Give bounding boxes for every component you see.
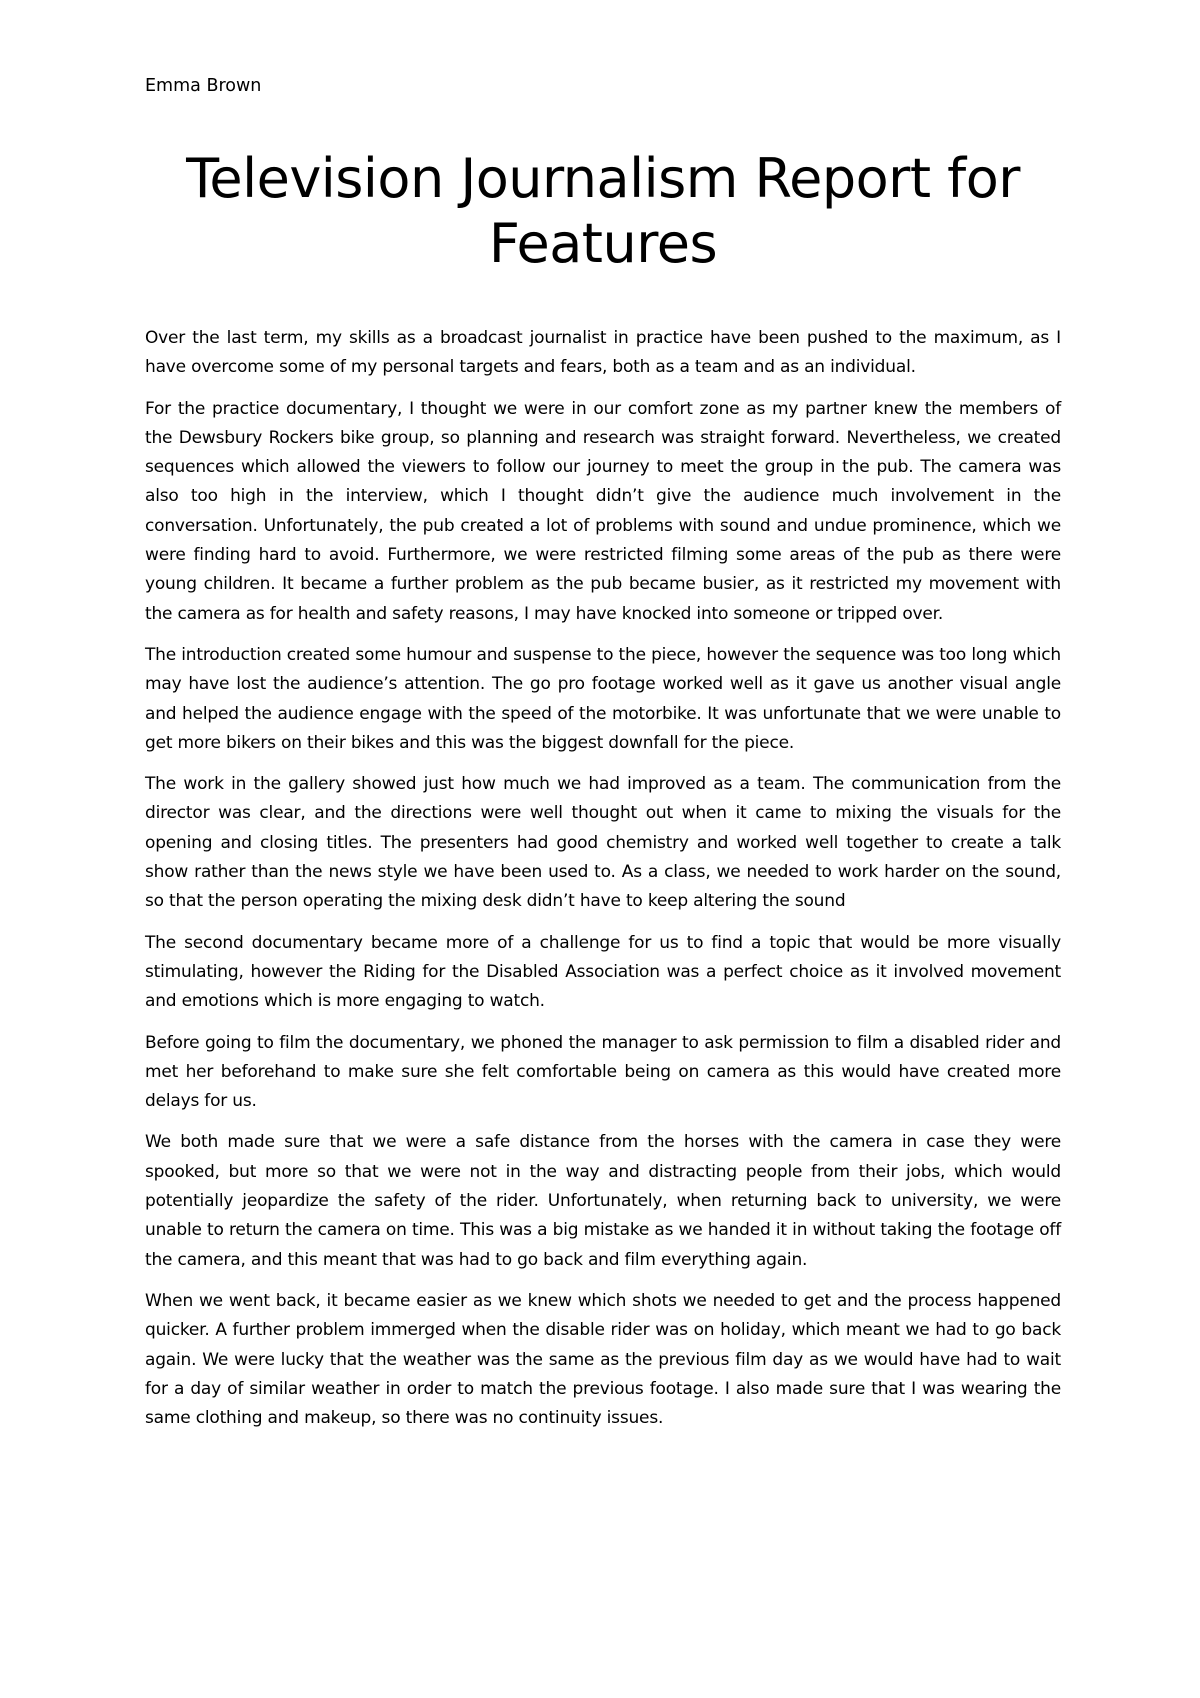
paragraph: When we went back, it became easier as we knew which shots we needed to get and the process happened quicker. A further problem immerged when the disable rider was on holiday, which meant we had to go back again. We were lucky that the weather was the same as the previous film day as we would have had to wait for a day of similar weather in order to match the previous footage. I also made sure that I was wearing the same clothing and makeup, so there was no continuity issues. <box>145 1290 1061 1429</box>
paragraph: The work in the gallery showed just how much we had improved as a team. The communication from the director was clear, and the directions were well thought out when it came to mixing the visuals for the opening and closing titles. The presenters had good chemistry and worked well together to create a talk show rather than the news style we have been used to. As a class, we needed to work harder on the sound, so that the person operating the mixing desk didn’t have to keep altering the sound <box>145 774 1061 912</box>
paragraph: For the practice documentary, I thought we were in our comfort zone as my partner knew the members of the Dewsbury Rockers bike group, so planning and research was straight forward. Nevertheless, we created sequences which allowed the viewers to follow our journey to meet the group in the pub. The camera was also too high in the interview, which I thought didn’t give the audience much involvement in the conversation. Unfortunately, the pub created a lot of problems with sound and undue prominence, which we were finding hard to avoid. Furthermore, we were restricted filming some areas of the pub as there were young children. It became a further problem as the pub became busier, as it restricted my movement with the camera as for health and safety reasons, I may have knocked into someone or tripped over. <box>145 398 1061 624</box>
document-title: Television Journalism Report for Features <box>186 147 1020 275</box>
paragraph: The second documentary became more of a challenge for us to find a topic that would be more visually stimulating, however the Riding for the Disabled Association was a perfect choice as it involved movement and emotions which is more engaging to watch. <box>145 932 1061 1012</box>
paragraph: Over the last term, my skills as a broadcast journalist in practice have been pushed to the maximum, as I have overcome some of my personal targets and fears, both as a team and as an individual. <box>145 328 1061 378</box>
document-body <box>145 324 1061 1445</box>
author-name: Emma Brown <box>145 76 262 96</box>
paragraph: The introduction created some humour and suspense to the piece, however the sequence was too long which may have lost the audience’s attention. The go pro footage worked well as it gave us another visual angle and helped the audience engage with the speed of the motorbike. It was unfortunate that we were unable to get more bikers on their bikes and this was the biggest downfall for the piece. <box>145 644 1061 753</box>
paragraph: Before going to film the documentary, we phoned the manager to ask permission to film a disabled rider and met her beforehand to make sure she felt comfortable being on camera as this would have created more delays for us. <box>145 1032 1061 1112</box>
paragraph: We both made sure that we were a safe distance from the horses with the camera in case they were spooked, but more so that we were not in the way and distracting people from their jobs, which would potentially jeopardize the safety of the rider. Unfortunately, when returning back to university, we were unable to return the camera on time. This was a big mistake as we handed it in without taking the footage off the camera, and this meant that was had to go back and film everything again. <box>145 1132 1061 1270</box>
